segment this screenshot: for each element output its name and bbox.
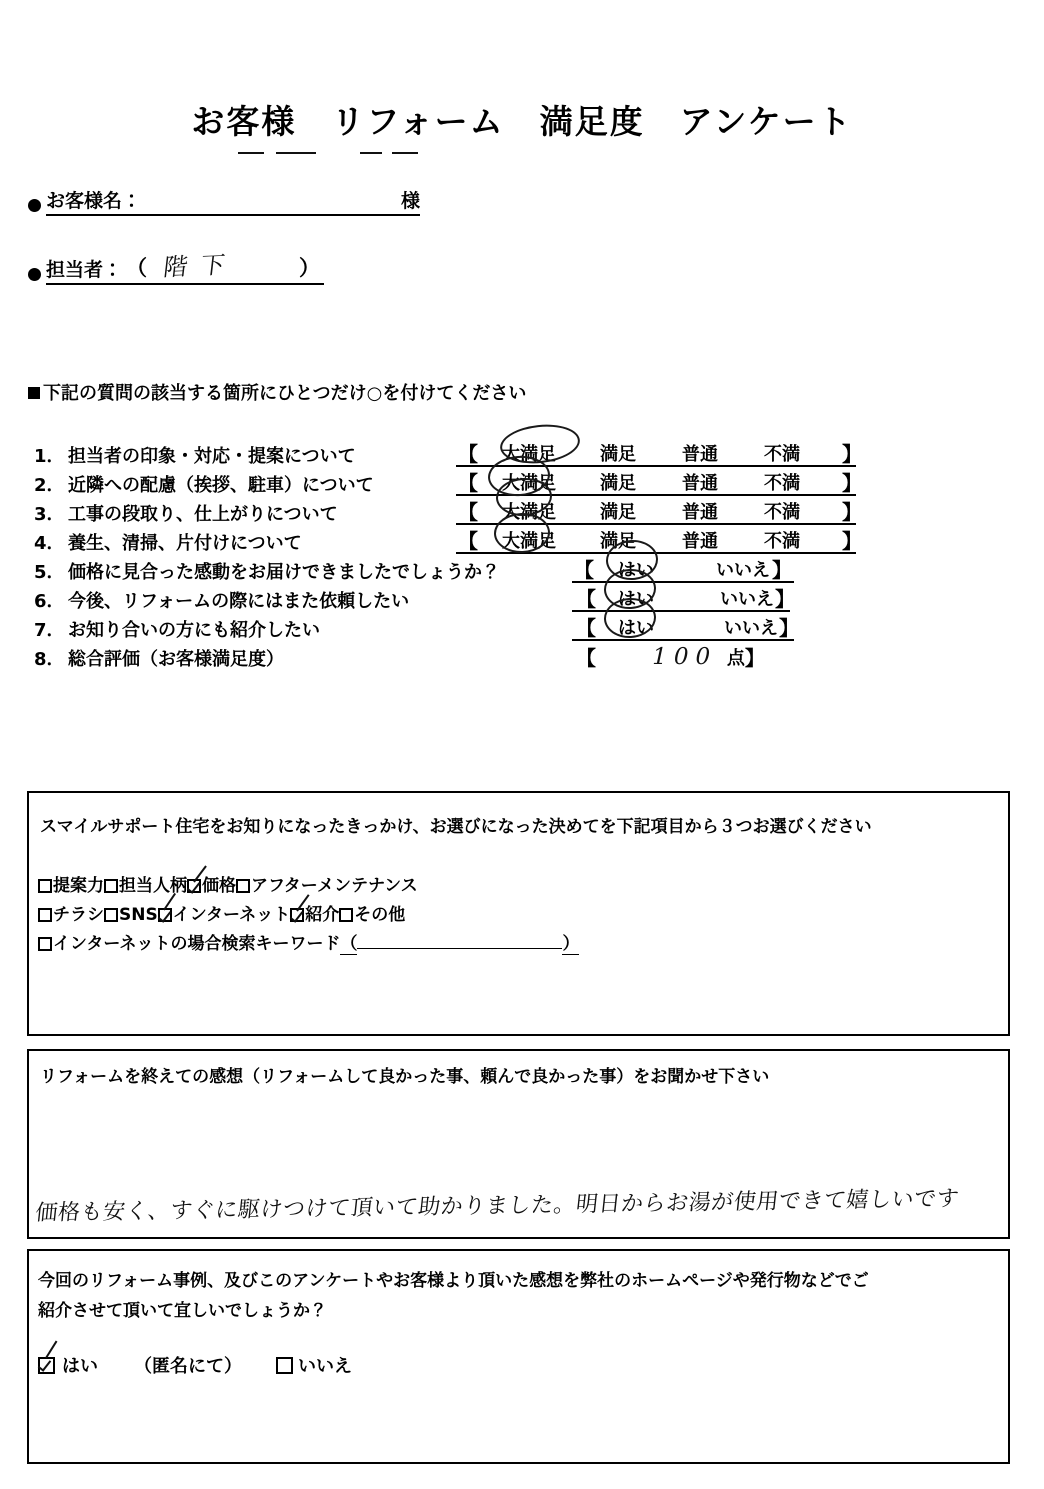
option-daimanzoku[interactable] [502,527,556,553]
customer-name-label: お客様名： [46,186,141,216]
checkbox-search-keyword[interactable] [38,937,52,951]
bracket-open: 【 [458,442,478,466]
question-number: 4． [34,532,65,554]
checkbox-label: 担当人柄 [119,876,187,896]
representative-label: 担当者： [46,255,122,285]
bracket-close: 】 [775,587,795,611]
option-label: いいえ [720,588,774,610]
bracket-close: 】 [772,558,792,582]
search-keyword-open-paren: （ [340,929,357,955]
option-label: 普通 [682,443,718,465]
option-label: 大満足 [502,530,556,552]
option-fuman[interactable] [764,527,800,553]
checkbox-label: SNS [119,905,158,925]
option-label: はい [618,588,654,610]
question-text: 価格に見合った感動をお届けできましたでしょうか？ [68,561,500,583]
reasons-row-3 [38,929,579,955]
checkbox-tantouhitogara[interactable] [104,879,118,893]
answer-options-yesno [572,556,794,583]
option-fuman[interactable] [764,469,800,495]
option-iie[interactable] [724,614,778,640]
checkbox-aftermaintenance[interactable] [236,879,250,893]
answer-options-yesno [572,585,795,612]
question-number: 1． [34,445,65,467]
bracket-open: 【 [458,529,478,553]
question-text: 総合評価（お客様満足度） [68,648,284,670]
option-manzoku[interactable] [600,469,636,495]
option-label: いいえ [716,559,770,581]
page-title: お客様 リフォーム 満足度 アンケート [191,102,853,141]
permission-box-title-line2: 紹介させて頂いて宜しいでしょうか？ [38,1301,327,1321]
reasons-row-1 [38,871,418,896]
question-text: 工事の段取り、仕上がりについて [68,503,338,525]
bracket-close: 】 [779,616,799,640]
question-row [34,643,1014,672]
option-label: 不満 [764,530,800,552]
answer-options-rating [456,527,862,554]
checkbox-teiananryoku[interactable] [38,879,52,893]
checkbox-label: インターネット [172,905,291,925]
option-label: 不満 [764,472,800,494]
option-label: 満足 [600,472,636,494]
question-list [34,440,1014,672]
question-text: お知り合いの方にも紹介したい [68,619,320,641]
bracket-close: 】 [842,442,862,466]
impression-handwritten-comment: 価格も安く、すぐに駆けつけて頂いて助かりました。明日からお湯が使用できて嬉しいです [34,1186,961,1227]
search-keyword-close-paren: ） [562,929,579,955]
title-underline-1 [238,152,264,154]
answer-options-rating [456,469,862,496]
question-row [34,440,1014,469]
bracket-open: 【 [576,587,596,611]
option-label: いいえ [724,617,778,639]
checkbox-label: アフターメンテナンス [251,876,418,896]
option-label: はい [618,617,654,639]
option-futsuu[interactable] [682,527,718,553]
option-hai[interactable] [618,614,654,640]
bracket-open: 【 [458,471,478,495]
option-label: 満足 [600,443,636,465]
question-row [34,527,1014,556]
option-label: 大満足 [502,501,556,523]
checkbox-label: その他 [354,905,406,925]
bracket-open: 【 [574,558,594,582]
question-text: 近隣への配慮（挨拶、駐車）について [68,474,374,496]
bracket-close: 】 [744,646,765,670]
option-daimanzoku[interactable] [502,469,556,495]
question-row [34,469,1014,498]
question-number: 7． [34,619,65,641]
representative-close-paren: ） [299,256,321,280]
bullet-icon [28,268,41,281]
title-underline-2 [276,152,316,154]
option-hai[interactable] [618,556,654,582]
checkbox-permission-no[interactable] [276,1357,293,1374]
option-daimanzoku[interactable] [502,440,556,466]
permission-no-label: いいえ [298,1356,352,1377]
question-number: 6． [34,590,65,612]
option-label: 普通 [682,501,718,523]
bracket-close: 】 [842,529,862,553]
checkbox-internet[interactable] [158,908,172,922]
bracket-open: 【 [576,646,596,670]
representative-open-paren: （ [126,256,148,280]
checkbox-label: 価格 [202,876,236,896]
score-unit-label: 点 [726,647,745,669]
option-daimanzoku[interactable] [502,498,556,524]
option-hai[interactable] [618,585,654,611]
permission-yes-label: はい [62,1356,98,1377]
question-text: 今後、リフォームの際にはまた依頼したい [68,590,410,612]
search-keyword-label: インターネットの場合検索キーワード [53,934,341,954]
option-label: はい [618,559,654,581]
search-keyword-input[interactable] [357,933,562,949]
permission-answer-row [38,1352,352,1378]
option-futsuu[interactable] [682,469,718,495]
checkbox-kakaku[interactable] [187,879,201,893]
bracket-open: 【 [576,616,596,640]
representative-handwritten-value: 階下 [161,250,240,282]
question-text: 養生、清掃、片付けについて [68,532,302,554]
answer-options-rating [456,440,862,467]
question-number: 8． [34,648,65,670]
bracket-open: 【 [458,500,478,524]
option-manzoku[interactable] [600,527,636,553]
question-number: 2． [34,474,65,496]
reasons-box-title: スマイルサポート住宅をお知りになったきっかけ、お選びになった決めてを下記項目から３つお選びください [40,817,872,837]
option-label: 大満足 [502,443,556,465]
option-manzoku[interactable] [600,440,636,466]
title-underline-3 [360,152,382,154]
option-label: 普通 [682,472,718,494]
option-label: 満足 [600,501,636,523]
question-row [34,614,1014,643]
question-number: 3． [34,503,65,525]
option-futsuu[interactable] [682,498,718,524]
option-fuman[interactable] [764,498,800,524]
question-text: 担当者の印象・対応・提案について [68,445,356,467]
option-iie[interactable] [716,556,770,582]
checkbox-sns[interactable] [104,908,118,922]
impression-box-title: リフォームを終えての感想（リフォームして良かった事、頼んで良かった事）をお聞かせ下さい [40,1067,770,1087]
instruction-text [28,379,526,405]
customer-name-suffix: 様 [385,186,420,216]
checkbox-label: 提案力 [53,876,104,896]
reasons-row-2 [38,900,405,925]
option-futsuu[interactable] [682,440,718,466]
bracket-close: 】 [842,500,862,524]
option-manzoku[interactable] [600,498,636,524]
permission-box-title-line1: 今回のリフォーム事例、及びこのアンケートやお客様より頂いた感想を弊社のホームページや発行物などでご [38,1271,869,1291]
answer-score [572,643,794,670]
checkbox-shoukai[interactable] [290,908,304,922]
title-underline-4 [392,152,418,154]
question-row [34,498,1014,527]
checkbox-permission-yes[interactable] [38,1357,55,1374]
customer-name-input[interactable] [141,192,385,216]
option-label: 普通 [682,530,718,552]
option-label: 満足 [600,530,636,552]
option-label: 大満足 [502,472,556,494]
bracket-close: 】 [842,471,862,495]
option-iie[interactable] [720,585,774,611]
customer-name-field [28,186,420,216]
representative-input[interactable] [122,250,324,285]
answer-options-rating [456,498,862,525]
question-number: 5． [34,561,65,583]
instruction-label: 下記の質問の該当する箇所にひとつだけ○を付けてください [43,383,527,404]
answer-options-yesno [572,614,799,641]
option-label: 不満 [764,443,800,465]
option-fuman[interactable] [764,440,800,466]
question-row [34,585,1014,614]
option-label: 不満 [764,501,800,523]
permission-anonymous-note: （匿名にて） [134,1356,242,1377]
checkbox-chirashi[interactable] [38,908,52,922]
representative-field [28,250,324,285]
score-handwritten-value: 100 [649,643,720,670]
checkbox-label: 紹介 [305,905,340,925]
checkbox-sonota[interactable] [339,908,353,922]
square-bullet-icon [28,387,40,399]
bullet-icon [28,199,41,212]
checkbox-label: チラシ [53,905,104,925]
question-row [34,556,1014,585]
